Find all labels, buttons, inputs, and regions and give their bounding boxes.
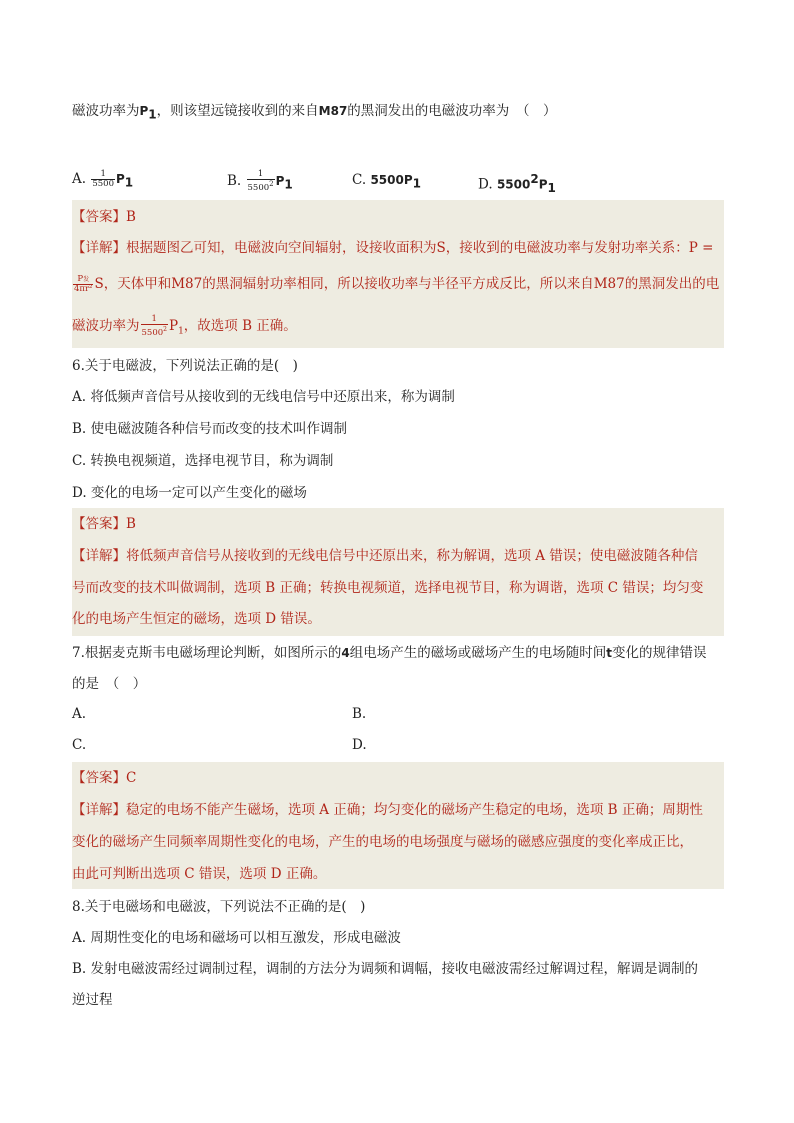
q7-stem-text-b: 组电场产生的磁场或磁场产生的电场随时间 [349,645,607,661]
q7-answer-box [72,762,724,889]
q5-option-c-sub: 1 [412,176,421,191]
q7-option-a: A. [72,706,87,722]
q6-answer-line [72,514,136,534]
q5-detail-line3-num: 1 [141,315,168,325]
q5-option-b-num: 1 [247,170,275,180]
q7-answer-tag: 【答案】 [72,770,126,786]
q7-option-b: B. [352,706,367,722]
q5-option-b [227,170,293,193]
q5-detail-text-3-sub: 1 [178,326,184,337]
q5-stem-tail [72,101,557,125]
q8-option-b-line-2: 逆过程 [72,992,113,1008]
q6-detail-text-1: 将低频声音信号从接收到的无线电信号中还原出来，称为解调，选项 A 错误；使电磁波随各种信 [126,548,698,564]
q7-stem-num: 4 [341,646,350,660]
q5-detail-line-3 [72,315,297,342]
q7-stem-line-1 [72,643,707,663]
q5-detail-line3-den: 5500 [141,327,164,338]
q5-option-b-p: P [275,173,285,188]
q8-option-b-line-1: B. 发射电磁波需经过调制过程，调制的方法分为调频和调幅，接收电磁波需经过解调过程，解调是调制的 [72,961,699,977]
q7-answer-value: C [126,770,137,786]
q5-option-a [72,170,133,190]
q6-detail-tag: 【详解】 [72,548,126,564]
q5-stem-text-a: 磁波功率为 [72,103,140,119]
q5-option-d-sub: 1 [547,181,556,196]
q7-option-c: C. [72,737,87,753]
q6-option-a: A. 将低频声音信号从接收到的无线电信号中还原出来，称为调制 [72,389,455,405]
q5-detail-line3-den-sup: 2 [163,326,167,333]
q5-option-c-p: P [403,173,413,187]
q5-option-d [478,172,556,195]
q5-stem-text-b: ，则该望远镜接收到的来自 [156,103,319,119]
q8-option-a: A. 周期性变化的电场和磁场可以相互激发，形成电磁波 [72,930,401,946]
q5-option-a-p: P [115,172,125,186]
q7-option-d: D. [352,737,367,753]
q5-symbol-p: P [139,104,149,118]
q5-option-d-sup: 2 [530,172,539,186]
q5-detail-text-2: S，天体甲和M87的黑洞辐射功率相同，所以接收功率与半径平方成反比，所以来自M87的黑洞发出的电 [94,276,720,292]
q7-stem-t: t [606,646,612,660]
q6-answer-box [72,508,724,636]
q5-option-a-sub: 1 [124,175,134,190]
q7-stem-text-a: 7.根据麦克斯韦电磁场理论判断，如图所示的 [72,645,342,661]
q5-option-c [352,172,421,191]
q7-detail-text-1: 稳定的电场不能产生磁场，选项 A 正确；均匀变化的磁场产生稳定的电场，选项 B 正确；周期性 [126,802,703,818]
q7-detail-line-3: 由此可判断出选项 C 错误，选项 D 正确。 [72,866,327,882]
q5-detail-line3-fraction [141,315,168,338]
q5-detail-text-3a: 磁波功率为 [72,317,140,334]
q5-detail-frac-num-sub: 发 [83,276,90,283]
q5-detail-frac-num: P [77,274,84,284]
q5-option-d-p: P [538,177,548,192]
q7-answer-line [72,768,136,788]
q5-answer-tag: 【答案】 [72,209,126,225]
q6-stem: 6.关于电磁波，下列说法正确的是( ) [72,358,298,374]
q5-option-b-den: 5500 [247,182,270,193]
q7-detail-line-1 [72,800,703,820]
q6-option-b: B. 使电磁波随各种信号而改变的技术叫作调制 [72,421,348,437]
q6-detail-line-1 [72,546,698,566]
q6-detail-line-3: 化的电场产生恒定的磁场，选项 D 错误。 [72,611,321,627]
q5-option-b-fraction [247,170,275,193]
q5-option-c-value: 5500 [370,173,404,187]
q7-stem-text-c: 变化的规律错误 [612,645,707,661]
q5-answer-line [72,207,136,227]
q5-answer-box [72,200,724,348]
q7-stem-line-2: 的是 （ ） [72,676,147,692]
q8-stem: 8.关于电磁场和电磁波，下列说法不正确的是( ) [72,899,366,915]
q5-option-a-label: A. [72,171,87,187]
q6-detail-line-2: 号而改变的技术叫做调制，选项 B 正确；转换电视频道，选择电视节目，称为调谐，选项 C 错误；均匀变 [72,580,704,596]
q7-detail-tag: 【详解】 [72,802,126,818]
q6-answer-tag: 【答案】 [72,516,126,532]
q5-option-b-label: B. [227,172,242,189]
q5-answer-value: B [126,209,136,225]
q5-option-b-sub: 1 [284,177,293,192]
q5-detail-fraction [73,275,93,294]
q5-detail-line-2 [72,274,719,294]
q5-m87: M87 [318,104,348,118]
q5-detail-line-1 [72,238,713,258]
q5-option-b-den-sup: 2 [269,180,274,188]
q5-symbol-sub: 1 [148,107,157,122]
q5-detail-tag: 【详解】 [72,240,126,256]
q5-detail-text-3b: P [168,317,179,334]
q6-option-d: D. 变化的电场一定可以产生变化的磁场 [72,485,307,501]
q5-stem-text-c: 的黑洞发出的电磁波功率为 （ ） [347,103,557,119]
q5-option-a-num: 1 [91,170,115,180]
q6-answer-value: B [126,516,136,532]
q5-detail-text-1: 根据题图乙可知，电磁波向空间辐射，设接收面积为S，接收到的电磁波功率与发射功率关系：P = [126,240,714,256]
q6-option-c: C. 转换电视频道，选择电视节目，称为调制 [72,453,334,469]
q5-option-c-label: C. [352,172,367,188]
q5-option-a-den: 5500 [92,179,114,189]
q5-option-a-fraction [91,170,115,189]
q7-detail-line-2: 变化的磁场产生同频率周期性变化的电场，产生的电场的电场强度与磁场的磁感应强度的变化率成正比， [72,834,693,850]
q5-detail-frac-den: 4πr² [74,284,93,294]
q5-option-d-value: 5500 [496,177,531,192]
q5-detail-text-3c: ，故选项 B 正确。 [183,317,297,334]
q5-option-d-label: D. [478,176,493,193]
